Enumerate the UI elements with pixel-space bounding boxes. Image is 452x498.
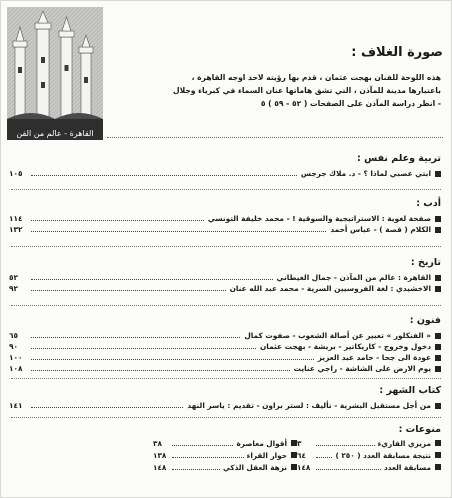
- bullet-icon: [291, 452, 297, 458]
- dot-leader: [31, 214, 204, 221]
- cover-description: [123, 71, 441, 110]
- entry-title: القاهرة : عالم من المآذن - جمال الغيطاني: [276, 273, 431, 282]
- toc-entry[interactable]: [297, 439, 441, 448]
- toc-entry[interactable]: [297, 451, 441, 460]
- bullet-icon: [435, 440, 441, 446]
- bullet-icon: [291, 440, 297, 446]
- bullet-icon: [435, 171, 441, 177]
- dot-leader: [31, 364, 290, 371]
- dot-leader: [31, 273, 273, 280]
- divider: [11, 189, 441, 190]
- entry-title: مسابقة العدد: [384, 462, 431, 472]
- entry-page: ٥٢: [9, 273, 19, 282]
- section-arts: [9, 315, 441, 374]
- dot-leader: [31, 169, 297, 176]
- entry-page: ٣٨: [153, 438, 162, 448]
- cover-description-line: - انظر دراسة المآذن على الصفحات ( ٥٢ - ٥٩ ) ٥: [260, 99, 441, 108]
- divider: [107, 137, 443, 138]
- dot-leader: [31, 401, 183, 408]
- divider: [11, 378, 441, 379]
- misc-row: [9, 437, 441, 449]
- dot-leader: [31, 225, 326, 232]
- entry-page: ٦٥: [9, 331, 19, 340]
- dot-leader: [172, 451, 244, 458]
- misc-grid: [9, 437, 441, 473]
- bullet-icon: [435, 227, 441, 233]
- toc-entry[interactable]: [9, 272, 441, 283]
- entry-page: ٦٤: [297, 450, 306, 460]
- entry-page: ٩٢: [9, 284, 19, 293]
- entry-title: دخول وخروج - كاريكاتير - بريشة - بهجت عثمان: [259, 342, 431, 351]
- entry-page: ١١٤: [9, 214, 23, 223]
- bullet-icon: [291, 464, 297, 470]
- bullet-icon: [435, 344, 441, 350]
- dot-leader: [316, 463, 381, 470]
- toc-entry[interactable]: [9, 352, 441, 363]
- entry-title: ابتي عصبي لماذا ؟ - د. ملاك جرجس: [300, 169, 431, 178]
- toc-entry[interactable]: [9, 330, 441, 341]
- entry-page: ١٠٨: [9, 364, 23, 373]
- toc-entry[interactable]: [153, 439, 297, 448]
- entry-title: الاخشيدي : لغة الفروسيين السرية - محمد عبد الله عنان: [229, 284, 431, 293]
- entry-title: الكلام ( قصة ) - عباس أحمد: [330, 225, 431, 234]
- toc-entry[interactable]: [9, 283, 441, 294]
- entry-page: ١٠٥: [9, 169, 23, 178]
- entry-page: ١٣٢: [9, 225, 23, 234]
- bullet-icon: [435, 366, 441, 372]
- section-title: منوعات :: [398, 424, 441, 435]
- section-education-psychology: [9, 153, 441, 179]
- entry-title: نزهة العقل الذكي: [222, 462, 287, 472]
- bullet-icon: [435, 452, 441, 458]
- dot-leader: [31, 331, 240, 338]
- entry-page: ٣: [297, 438, 302, 448]
- section-title: تربية وعلم نفس :: [357, 153, 441, 164]
- bullet-icon: [435, 333, 441, 339]
- section-title: فنون :: [409, 315, 441, 326]
- toc-entry[interactable]: [9, 341, 441, 352]
- bullet-icon: [435, 275, 441, 281]
- toc-entry[interactable]: [153, 463, 297, 472]
- dot-leader: [172, 463, 220, 470]
- entry-page: ١٣٨: [153, 450, 167, 460]
- minaret-artwork: [7, 7, 103, 140]
- section-title: كتاب الشهر :: [379, 385, 441, 396]
- bullet-icon: [435, 464, 441, 470]
- bullet-icon: [435, 216, 441, 222]
- cover-caption: القاهرة - عالم من الفن: [16, 129, 94, 138]
- cover-description-line: باعتبارها مدينة للمآذن ، التي تشق هاماتها عنان السماء في كبرياء وجلال: [172, 86, 441, 95]
- cover-thumbnail: [7, 7, 103, 140]
- section-book-of-month: [9, 385, 441, 411]
- dot-leader: [172, 439, 233, 446]
- cover-heading: صورة الغلاف :: [351, 45, 443, 60]
- dot-leader: [316, 439, 375, 446]
- section-history: [9, 257, 441, 294]
- entry-title: نتيجة مسابقة العدد ( ٢٥٠ ): [335, 450, 431, 460]
- bullet-icon: [435, 355, 441, 361]
- entry-title: « الفنكلور » تعبير عن أصالة الشعوب - صفوت كمال: [244, 331, 431, 340]
- section-literature: [9, 198, 441, 235]
- dot-leader: [316, 451, 332, 458]
- toc-entry[interactable]: [9, 363, 441, 374]
- toc-entry[interactable]: [297, 463, 441, 472]
- misc-row: [9, 449, 441, 461]
- toc-entry[interactable]: [9, 224, 441, 235]
- entry-title: من أجل مستقبل البشرية - تأليف : لستر براون - تقديم : ياسر النهد: [187, 401, 431, 410]
- section-title: أدب :: [416, 198, 441, 209]
- entry-title: عودة الى جحا - حامد عبد العزيز: [317, 353, 431, 362]
- divider: [11, 246, 441, 247]
- section-title: تاريخ :: [410, 257, 441, 268]
- entry-page: ١٤٨: [153, 462, 167, 472]
- toc-entry[interactable]: [9, 213, 441, 224]
- entry-title: مزيزي القاريء: [377, 438, 431, 448]
- toc-entry[interactable]: [153, 451, 297, 460]
- divider: [11, 305, 441, 306]
- entry-page: ١٤٨: [297, 462, 311, 472]
- entry-title: يوم الارض على الشاشة - راجي عنايت: [293, 364, 431, 373]
- toc-entry[interactable]: [9, 400, 441, 411]
- entry-page: ١٠٠: [9, 353, 23, 362]
- misc-row: [9, 461, 441, 473]
- dot-leader: [31, 342, 256, 349]
- dot-leader: [31, 353, 314, 360]
- entry-title: حوار القراء: [246, 450, 287, 460]
- entry-page: ٩٠: [9, 342, 19, 351]
- entry-title: أقوال معاصرة: [236, 438, 287, 448]
- bullet-icon: [435, 286, 441, 292]
- divider: [11, 417, 441, 418]
- dot-leader: [31, 284, 226, 291]
- cover-description-line: هذه اللوحة للفنان بهجت عثمان ، قدم بها رؤيته لاحد اوجه القاهرة ،: [191, 73, 441, 82]
- bullet-icon: [435, 403, 441, 409]
- toc-entry[interactable]: [9, 168, 441, 179]
- entry-page: ١٤١: [9, 401, 23, 410]
- entry-title: صفحة لغوية : الاستراتيجية والسوقية ! - محمد خليفة التونسي: [207, 214, 431, 223]
